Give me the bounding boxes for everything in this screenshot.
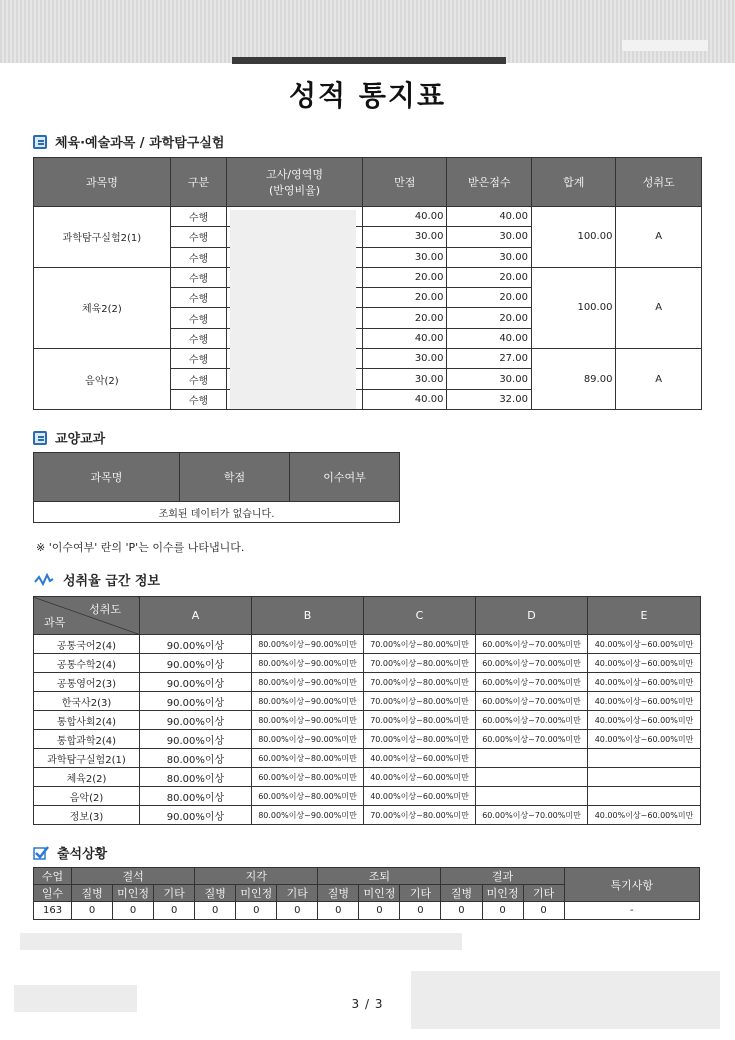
attendance-group-header: 결과: [441, 868, 564, 885]
col-header-score: 받은점수: [447, 158, 532, 207]
subject-name: 정보(3): [34, 806, 140, 825]
received-score: 30.00: [447, 247, 532, 267]
assessment-type: 수행: [170, 328, 226, 348]
attendance-count: 0: [359, 902, 400, 920]
total-score: 89.00: [531, 349, 616, 410]
grade-range: 40.00%이상~60.00%미만: [364, 768, 476, 787]
redacted-date: [622, 40, 708, 51]
table-row: [34, 787, 701, 806]
grade-range: 40.00%이상~60.00%미만: [588, 711, 701, 730]
subject-name: 음악(2): [34, 787, 140, 806]
assessment-type: 수행: [170, 389, 226, 409]
attendance-sub-header: 질병: [195, 885, 236, 902]
completion-note: ※ '이수여부' 란의 'P'는 이수를 나타냅니다.: [36, 541, 245, 554]
max-score: 40.00: [362, 389, 447, 409]
table-row: [34, 730, 701, 749]
assessment-type: 수행: [170, 308, 226, 328]
grade-range: 70.00%이상~80.00%미만: [364, 692, 476, 711]
grade-range: [588, 749, 701, 768]
assessment-type: 수행: [170, 247, 226, 267]
attendance-sub-header: 기타: [154, 885, 195, 902]
grade-range: 60.00%이상~80.00%미만: [252, 768, 364, 787]
grade-range: [476, 787, 588, 806]
received-score: 30.00: [447, 227, 532, 247]
attendance-count: 0: [441, 902, 482, 920]
subject-name: 통합사회2(4): [34, 711, 140, 730]
grade-range: 70.00%이상~80.00%미만: [364, 654, 476, 673]
grade-range: 90.00%이상: [140, 673, 252, 692]
grade-range: 40.00%이상~60.00%미만: [588, 692, 701, 711]
col-header-grade-b: B: [252, 597, 364, 635]
achievement-grade: A: [616, 267, 702, 348]
received-score: 20.00: [447, 308, 532, 328]
grade-range: 40.00%이상~60.00%미만: [588, 730, 701, 749]
grade-range: 80.00%이상~90.00%미만: [252, 635, 364, 654]
col-header-subject: 과목명: [34, 158, 171, 207]
table-row: [34, 654, 701, 673]
col-header-subject: 과목명: [34, 453, 180, 502]
grade-range: 80.00%이상: [140, 749, 252, 768]
grade-range: 90.00%이상: [140, 692, 252, 711]
grade-range: 90.00%이상: [140, 654, 252, 673]
attendance-count: 0: [482, 902, 523, 920]
grade-range: 60.00%이상~70.00%미만: [476, 730, 588, 749]
attendance-count: 0: [236, 902, 277, 920]
table-row: [34, 673, 701, 692]
attendance-sub-header: 미인정: [482, 885, 523, 902]
title-rule: [232, 57, 506, 64]
grade-range: [476, 768, 588, 787]
grade-range: 60.00%이상~80.00%미만: [252, 749, 364, 768]
max-score: 30.00: [362, 227, 447, 247]
attendance-sub-header: 기타: [523, 885, 564, 902]
received-score: 20.00: [447, 267, 532, 287]
grade-range: 80.00%이상~90.00%미만: [252, 806, 364, 825]
max-score: 40.00: [362, 207, 447, 227]
col-header-exam: 고사/영역명 (반영비율): [227, 158, 363, 207]
subject-name: 공통수학2(4): [34, 654, 140, 673]
total-score: 100.00: [531, 207, 616, 268]
grade-range: 40.00%이상~60.00%미만: [588, 654, 701, 673]
subject-name: 체육2(2): [34, 267, 171, 348]
table-row: [34, 806, 701, 825]
grade-range: [476, 749, 588, 768]
remarks-value: -: [564, 902, 699, 920]
grade-range: 80.00%이상: [140, 768, 252, 787]
attendance-sub-header: 미인정: [236, 885, 277, 902]
class-days: 163: [34, 902, 72, 920]
redacted-footer-line: [20, 933, 462, 950]
grade-range: 60.00%이상~70.00%미만: [476, 692, 588, 711]
grade-range: 80.00%이상~90.00%미만: [252, 673, 364, 692]
corner-bottom-label: 과목: [44, 616, 66, 629]
liberal-arts-table: [33, 452, 400, 523]
grade-range: 80.00%이상~90.00%미만: [252, 692, 364, 711]
grade-range: [588, 768, 701, 787]
corner-header: [34, 597, 140, 635]
empty-message: 조회된 데이터가 없습니다.: [34, 502, 400, 523]
attendance-count: 0: [318, 902, 359, 920]
grade-range: 40.00%이상~60.00%미만: [588, 673, 701, 692]
grade-range: 90.00%이상: [140, 635, 252, 654]
days-header-top: 수업: [34, 868, 72, 885]
col-header-completion: 이수여부: [290, 453, 400, 502]
grade-range: 40.00%이상~60.00%미만: [588, 806, 701, 825]
max-score: 20.00: [362, 267, 447, 287]
attendance-group-header: 결석: [72, 868, 195, 885]
corner-top-label: 성취도: [89, 603, 121, 616]
col-header-type: 구분: [170, 158, 226, 207]
section-title-text: 출석상황: [57, 847, 108, 862]
attendance-group-header: 조퇴: [318, 868, 441, 885]
section-title-arts: [33, 132, 224, 151]
assessment-type: 수행: [170, 207, 226, 227]
col-header-total: 합계: [531, 158, 616, 207]
section-title-attendance: [33, 843, 107, 862]
grade-range: 70.00%이상~80.00%미만: [364, 711, 476, 730]
max-score: 20.00: [362, 288, 447, 308]
grade-range: 90.00%이상: [140, 711, 252, 730]
grade-range: 70.00%이상~80.00%미만: [364, 635, 476, 654]
book-icon: [33, 135, 47, 149]
grade-range: 60.00%이상~70.00%미만: [476, 654, 588, 673]
max-score: 30.00: [362, 247, 447, 267]
received-score: 20.00: [447, 288, 532, 308]
subject-name: 공통영어2(3): [34, 673, 140, 692]
achievement-grade: A: [616, 207, 702, 268]
col-header-grade: 성취도: [616, 158, 702, 207]
col-header-credit: 학점: [180, 453, 290, 502]
received-score: 40.00: [447, 328, 532, 348]
received-score: 40.00: [447, 207, 532, 227]
trend-chart-icon: [33, 573, 55, 587]
max-score: 40.00: [362, 328, 447, 348]
table-row: [34, 749, 701, 768]
assessment-type: 수행: [170, 369, 226, 389]
grade-range: 80.00%이상: [140, 787, 252, 806]
subject-name: 과학탐구실험2(1): [34, 749, 140, 768]
grade-range: [588, 787, 701, 806]
col-header-grade-d: D: [476, 597, 588, 635]
grade-range: 60.00%이상~70.00%미만: [476, 711, 588, 730]
total-score: 100.00: [531, 267, 616, 348]
table-row: [34, 768, 701, 787]
redacted-exam-names: [230, 210, 356, 409]
subject-name: 음악(2): [34, 349, 171, 410]
grade-range: 80.00%이상~90.00%미만: [252, 730, 364, 749]
page-number: 3 / 3: [351, 997, 384, 1011]
assessment-type: 수행: [170, 288, 226, 308]
grade-range: 60.00%이상~80.00%미만: [252, 787, 364, 806]
grade-range: 80.00%이상~90.00%미만: [252, 654, 364, 673]
attendance-sub-header: 기타: [400, 885, 441, 902]
grade-range: 70.00%이상~80.00%미만: [364, 806, 476, 825]
checkbox-icon: [33, 845, 49, 861]
arts-grades-table: [33, 157, 702, 410]
remarks-header: 특기사항: [564, 868, 699, 902]
attendance-sub-header: 질병: [318, 885, 359, 902]
attendance-sub-header: 기타: [277, 885, 318, 902]
table-row: [34, 267, 702, 287]
max-score: 30.00: [362, 369, 447, 389]
grade-range: 40.00%이상~60.00%미만: [364, 787, 476, 806]
page-title: 성적 통지표: [289, 79, 446, 112]
attendance-sub-header: 미인정: [113, 885, 154, 902]
section-title-text: 체육·예술과목 / 과학탐구실험: [55, 136, 225, 151]
grade-range: 60.00%이상~70.00%미만: [476, 806, 588, 825]
attendance-table: [33, 867, 700, 920]
table-row: [34, 349, 702, 369]
received-score: 32.00: [447, 389, 532, 409]
section-title-grade-bands: [33, 570, 160, 589]
col-header-grade-c: C: [364, 597, 476, 635]
assessment-type: 수행: [170, 349, 226, 369]
subject-name: 통합과학2(4): [34, 730, 140, 749]
attendance-group-header: 지각: [195, 868, 318, 885]
section-title-liberal: [33, 428, 105, 447]
attendance-sub-header: 질병: [441, 885, 482, 902]
attendance-count: 0: [195, 902, 236, 920]
table-row: [34, 635, 701, 654]
grade-range: 40.00%이상~60.00%미만: [364, 749, 476, 768]
grade-range: 60.00%이상~70.00%미만: [476, 673, 588, 692]
table-row: [34, 692, 701, 711]
subject-name: 한국사2(3): [34, 692, 140, 711]
attendance-sub-header: 질병: [72, 885, 113, 902]
grade-range: 60.00%이상~70.00%미만: [476, 635, 588, 654]
attendance-sub-header: 미인정: [359, 885, 400, 902]
col-header-grade-e: E: [588, 597, 701, 635]
achievement-grade: A: [616, 349, 702, 410]
grade-band-table: [33, 596, 701, 825]
subject-name: 과학탐구실험2(1): [34, 207, 171, 268]
grade-range: 40.00%이상~60.00%미만: [588, 635, 701, 654]
received-score: 27.00: [447, 349, 532, 369]
attendance-count: 0: [277, 902, 318, 920]
section-title-text: 성취율 급간 정보: [63, 574, 160, 589]
subject-name: 공통국어2(4): [34, 635, 140, 654]
grade-range: 80.00%이상~90.00%미만: [252, 711, 364, 730]
grade-range: 90.00%이상: [140, 730, 252, 749]
col-header-max: 만점: [362, 158, 447, 207]
subject-name: 체육2(2): [34, 768, 140, 787]
assessment-type: 수행: [170, 267, 226, 287]
book-icon: [33, 431, 47, 445]
table-row: [34, 711, 701, 730]
max-score: 30.00: [362, 349, 447, 369]
received-score: 30.00: [447, 369, 532, 389]
attendance-count: 0: [113, 902, 154, 920]
attendance-count: 0: [72, 902, 113, 920]
grade-range: 90.00%이상: [140, 806, 252, 825]
grade-range: 70.00%이상~80.00%미만: [364, 730, 476, 749]
assessment-type: 수행: [170, 227, 226, 247]
grade-range: 70.00%이상~80.00%미만: [364, 673, 476, 692]
section-title-text: 교양교과: [55, 432, 106, 447]
attendance-count: 0: [523, 902, 564, 920]
table-row: [34, 207, 702, 227]
attendance-count: 0: [400, 902, 441, 920]
max-score: 20.00: [362, 308, 447, 328]
top-header-band: [0, 0, 735, 63]
days-header-bottom: 일수: [34, 885, 72, 902]
col-header-grade-a: A: [140, 597, 252, 635]
attendance-count: 0: [154, 902, 195, 920]
